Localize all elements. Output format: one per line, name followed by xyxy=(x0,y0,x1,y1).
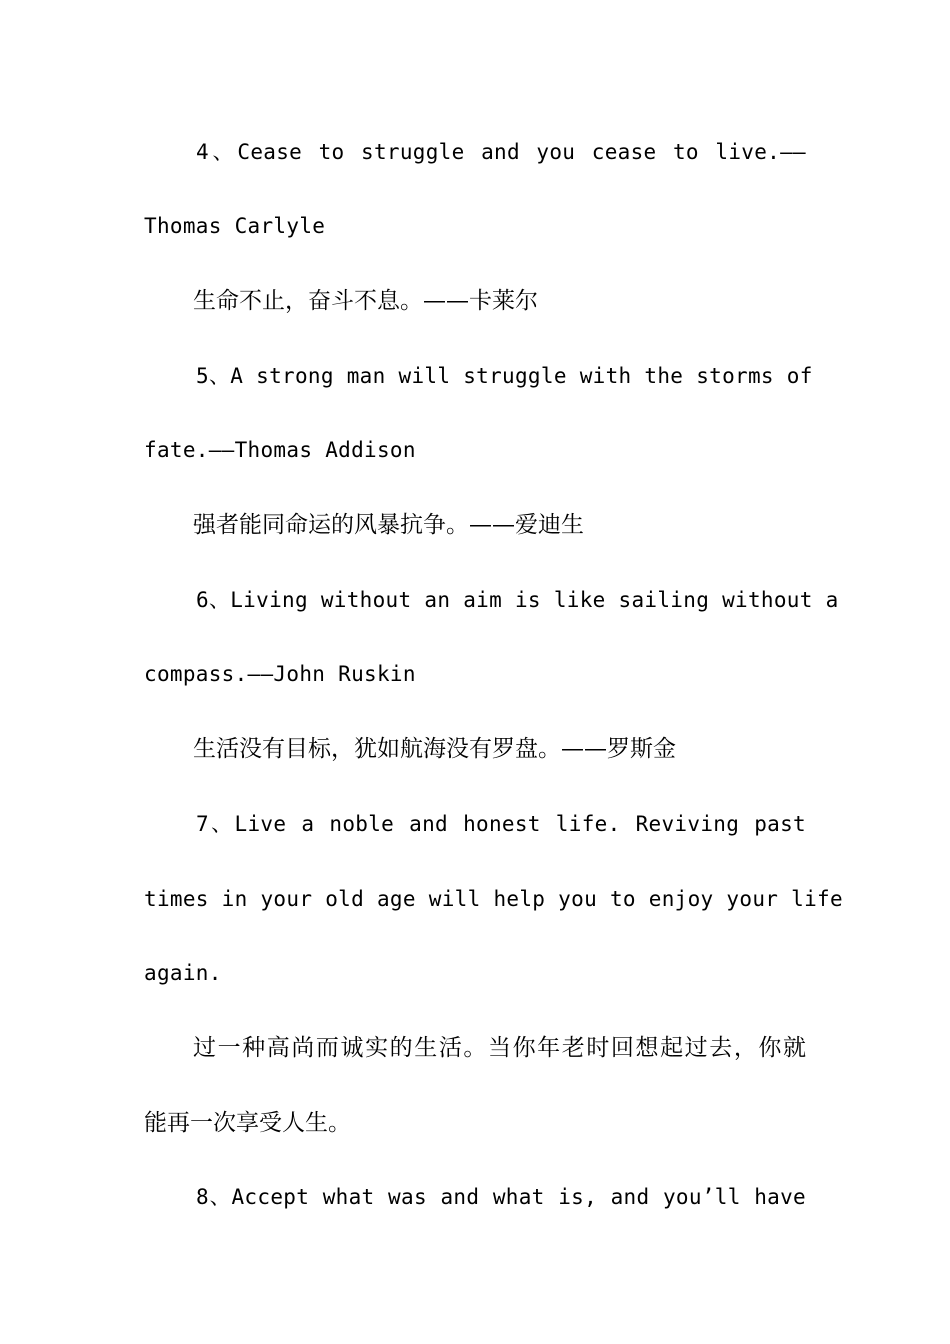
quote-5-english-line-2: fate.——Thomas Addison xyxy=(144,438,416,462)
quote-5-chinese-line-1: 强者能同命运的风暴抗争。——爱迪生 xyxy=(193,512,584,538)
quote-4-english-line-2: Thomas Carlyle xyxy=(144,214,326,238)
quote-7-chinese-line-2: 能再一次享受人生。 xyxy=(144,1110,351,1136)
quote-7-english-line-1: 7、Live a noble and honest life. Reviving past xyxy=(196,812,806,836)
quote-6-english-line-1: 6、Living without an aim is like sailing without a xyxy=(196,588,839,612)
quote-5-english-line-1: 5、A strong man will struggle with the storms of xyxy=(196,364,813,388)
quote-7-english-line-3: again. xyxy=(144,961,222,985)
quote-4-chinese-line-1: 生命不止，奋斗不息。——卡莱尔 xyxy=(193,288,538,314)
quote-4-english-line-1: 4、Cease to struggle and you cease to live.—— xyxy=(196,140,806,164)
quote-6-english-line-2: compass.——John Ruskin xyxy=(144,662,416,686)
quote-7-chinese-line-1: 过一种高尚而诚实的生活。当你年老时回想起过去，你就 xyxy=(193,1035,806,1061)
quote-7-english-line-2: times in your old age will help you to enjoy your life xyxy=(144,887,843,911)
quote-6-chinese-line-1: 生活没有目标，犹如航海没有罗盘。——罗斯金 xyxy=(193,736,676,762)
quote-8-english-line-1: 8、Accept what was and what is, and you’ll have xyxy=(196,1185,806,1209)
